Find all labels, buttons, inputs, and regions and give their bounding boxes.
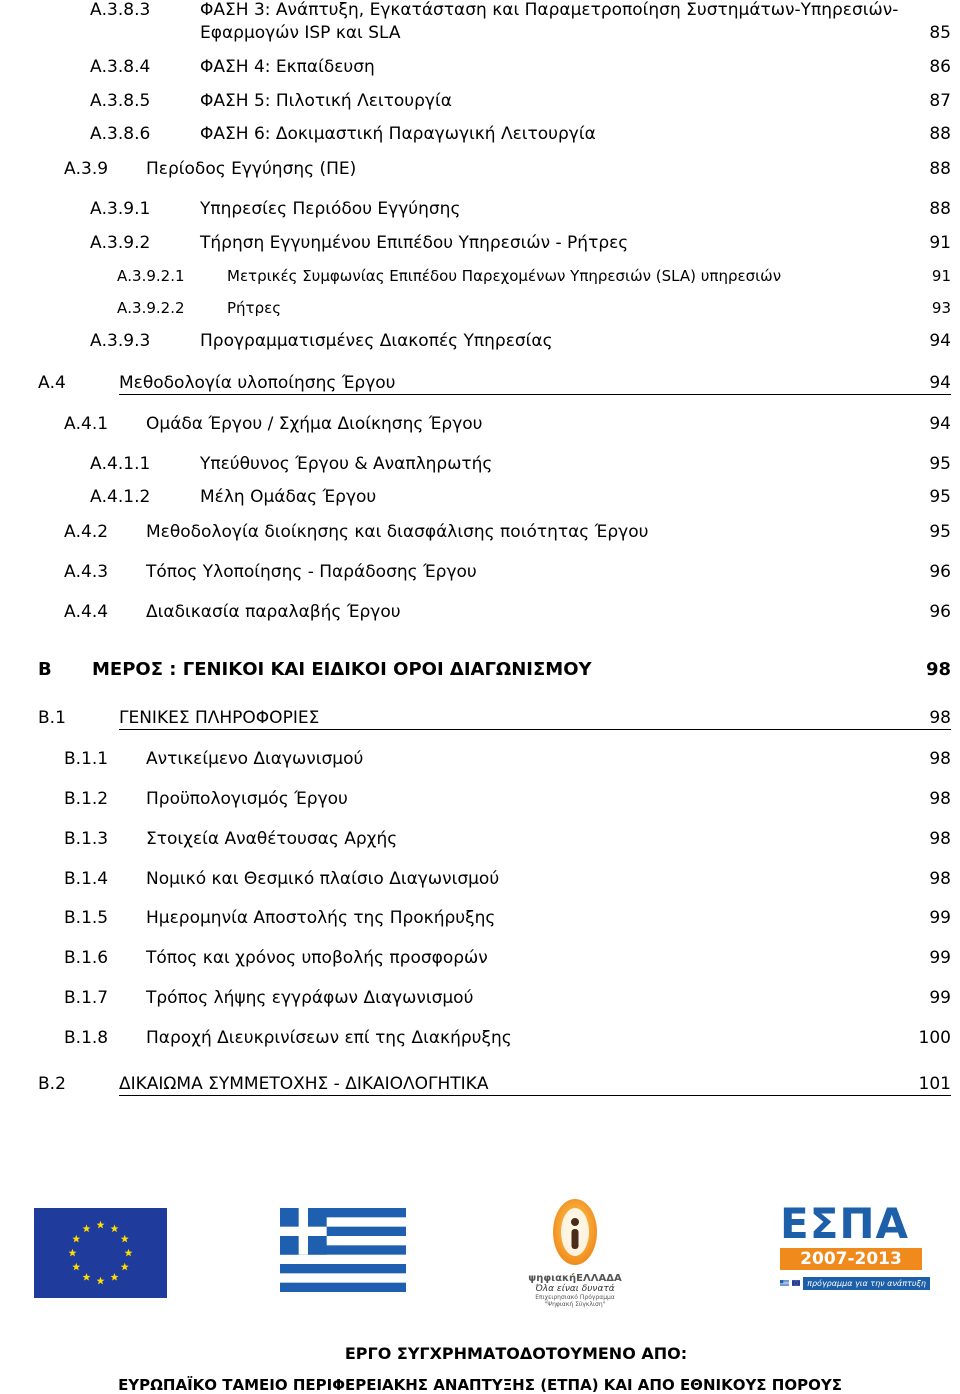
toc-title: ΦΑΣΗ 5: Πιλοτική Λειτουργία bbox=[200, 91, 452, 111]
digital-greece-tagline: Όλα είναι δυνατά bbox=[535, 1284, 615, 1294]
toc-number: Β.1.7 bbox=[64, 988, 109, 1008]
espa-tagline: πρόγραμμα για την ανάπτυξη bbox=[803, 1277, 930, 1290]
greek-flag-mini-icon bbox=[780, 1276, 789, 1290]
toc-page: 95 bbox=[929, 454, 951, 474]
toc-title: ΦΑΣΗ 6: Δοκιμαστική Παραγωγική Λειτουργία bbox=[200, 124, 596, 144]
toc-page: 87 bbox=[929, 91, 951, 111]
digital-greece-emblem-icon bbox=[520, 1196, 630, 1268]
toc-page: 86 bbox=[929, 57, 951, 77]
toc-title: Διαδικασία παραλαβής Έργου bbox=[146, 602, 401, 622]
toc-page: 98 bbox=[929, 708, 951, 728]
toc-underline bbox=[119, 1095, 951, 1096]
toc-title: Τόπος και χρόνος υποβολής προσφορών bbox=[146, 948, 488, 968]
toc-number: Α.3.9.2 bbox=[90, 233, 151, 253]
toc-number: Β.1.1 bbox=[64, 749, 109, 769]
toc-page: 99 bbox=[929, 948, 951, 968]
toc-page: 88 bbox=[929, 124, 951, 144]
espa-name: ΕΣΠΑ bbox=[780, 1199, 910, 1248]
toc-title: Μεθοδολογία διοίκησης και διασφάλισης ποιότητας Έργου bbox=[146, 522, 649, 542]
toc-title: Μετρικές Συμφωνίας Επιπέδου Παρεχομένων Υπηρεσιών (SLA) υπηρεσιών bbox=[227, 267, 782, 285]
toc-underline bbox=[119, 394, 951, 395]
toc-title: ΦΑΣΗ 3: Ανάπτυξη, Εγκατάσταση και Παραμετροποίηση Συστημάτων-Υπηρεσιών- bbox=[200, 0, 899, 20]
toc-page: 85 bbox=[929, 23, 951, 43]
toc-page: 101 bbox=[918, 1074, 951, 1094]
toc-number: Α.3.9.1 bbox=[90, 199, 151, 219]
toc-number: Α.4.1.1 bbox=[90, 454, 151, 474]
toc-page: 93 bbox=[931, 299, 951, 317]
toc-page: 94 bbox=[929, 331, 951, 351]
toc-number: Β.1.5 bbox=[64, 908, 109, 928]
toc-page: 98 bbox=[929, 869, 951, 889]
toc-page: 98 bbox=[929, 749, 951, 769]
toc-page: 98 bbox=[929, 789, 951, 809]
footer-funding-sources: ΕΥΡΩΠΑΪΚΟ ΤΑΜΕΙΟ ΠΕΡΙΦΕΡΕΙΑΚΗΣ ΑΝΑΠΤΥΞΗΣ (ΕΤΠΑ) ΚΑΙ ΑΠΟ ΕΘΝΙΚΟΥΣ ΠΟΡΟΥΣ bbox=[118, 1376, 842, 1394]
toc-number: Β.2 bbox=[38, 1074, 66, 1094]
espa-years: 2007-2013 bbox=[780, 1248, 922, 1270]
toc-title-continuation: Εφαρμογών ISP και SLA bbox=[200, 23, 401, 43]
toc-page: 95 bbox=[929, 487, 951, 507]
toc-title: Τρόπος λήψης εγγράφων Διαγωνισμού bbox=[146, 988, 474, 1008]
toc-page: 88 bbox=[929, 159, 951, 179]
toc-underline bbox=[119, 729, 951, 730]
toc-page: 99 bbox=[929, 908, 951, 928]
toc-page: 98 bbox=[929, 829, 951, 849]
toc-number: Β.1.2 bbox=[64, 789, 109, 809]
digital-greece-name: ψηφιακήΕΛΛΑΔΑ bbox=[528, 1273, 622, 1284]
toc-number: Α.3.9.2.2 bbox=[117, 299, 185, 317]
toc-title: Τήρηση Εγγυημένου Επιπέδου Υπηρεσιών - Ρήτρες bbox=[200, 233, 629, 253]
toc-number: Α.3.9 bbox=[64, 159, 109, 179]
toc-number: Α.4.2 bbox=[64, 522, 109, 542]
toc-title: Υπηρεσίες Περιόδου Εγγύησης bbox=[200, 199, 461, 219]
toc-number: Α.3.9.3 bbox=[90, 331, 151, 351]
toc-title: Στοιχεία Αναθέτουσας Αρχής bbox=[146, 829, 398, 849]
espa-logo bbox=[780, 1199, 930, 1302]
eu-flag-mini-icon bbox=[792, 1276, 800, 1290]
toc-title: Μεθοδολογία υλοποίησης Έργου bbox=[119, 373, 396, 393]
toc-page: 94 bbox=[929, 373, 951, 393]
toc-title: ΜΕΡΟΣ : ΓΕΝΙΚΟΙ ΚΑΙ ΕΙΔΙΚΟΙ ΟΡΟΙ ΔΙΑΓΩΝΙΣΜΟΥ bbox=[92, 659, 592, 680]
toc-title: Τόπος Υλοποίησης - Παράδοσης Έργου bbox=[146, 562, 477, 582]
toc-number: Α.3.8.5 bbox=[90, 91, 151, 111]
toc-page: 88 bbox=[929, 199, 951, 219]
toc-number: Β.1.3 bbox=[64, 829, 109, 849]
toc-title: ΓΕΝΙΚΕΣ ΠΛΗΡΟΦΟΡΙΕΣ bbox=[119, 708, 320, 728]
toc-page: 100 bbox=[918, 1028, 951, 1048]
footer-cofunded-label: ΕΡΓΟ ΣΥΓΧΡΗΜΑΤΟΔΟΤΟΥΜΕΝΟ ΑΠΟ: bbox=[344, 1344, 688, 1363]
digital-greece-logo bbox=[520, 1196, 630, 1308]
toc-number: Α.4.3 bbox=[64, 562, 109, 582]
toc-number: Α.4 bbox=[38, 373, 66, 393]
toc-number: Β.1.4 bbox=[64, 869, 109, 889]
digital-greece-subtitle: Επιχειρησιακό Πρόγραμμα "Ψηφιακή Σύγκλιση" bbox=[535, 1294, 615, 1308]
toc-page: 96 bbox=[929, 562, 951, 582]
toc-number: Α.4.1 bbox=[64, 414, 109, 434]
toc-title: Παροχή Διευκρινίσεων επί της Διακήρυξης bbox=[146, 1028, 512, 1048]
toc-number: Α.3.8.4 bbox=[90, 57, 151, 77]
toc-title: Ημερομηνία Αποστολής της Προκήρυξης bbox=[146, 908, 496, 928]
toc-number: Α.3.8.6 bbox=[90, 124, 151, 144]
toc-title: Περίοδος Εγγύησης (ΠΕ) bbox=[146, 159, 357, 179]
toc-title: Προγραμματισμένες Διακοπές Υπηρεσίας bbox=[200, 331, 553, 351]
toc-page: 95 bbox=[929, 522, 951, 542]
toc-number: Β.1 bbox=[38, 708, 66, 728]
espa-footer-bar bbox=[780, 1276, 930, 1290]
greek-flag-logo bbox=[280, 1208, 406, 1292]
toc-title: Νομικό και Θεσμικό πλαίσιο Διαγωνισμού bbox=[146, 869, 500, 889]
toc-title: Αντικείμενο Διαγωνισμού bbox=[146, 749, 364, 769]
toc-page: 91 bbox=[929, 233, 951, 253]
toc-number: Α.3.8.3 bbox=[90, 0, 151, 20]
toc-number: Α.4.4 bbox=[64, 602, 109, 622]
toc-title: Υπεύθυνος Έργου & Αναπληρωτής bbox=[200, 454, 493, 474]
toc-page: 99 bbox=[929, 988, 951, 1008]
toc-title: ΔΙΚΑΙΩΜΑ ΣΥΜΜΕΤΟΧΗΣ - ΔΙΚΑΙΟΛΟΓΗΤΙΚΑ bbox=[119, 1074, 489, 1094]
greek-flag-icon bbox=[280, 1208, 406, 1292]
toc-number: Β.1.6 bbox=[64, 948, 109, 968]
toc-number: Β.1.8 bbox=[64, 1028, 109, 1048]
toc-page: 91 bbox=[931, 267, 951, 285]
toc-number: Α.3.9.2.1 bbox=[117, 267, 185, 285]
toc-number: Α.4.1.2 bbox=[90, 487, 151, 507]
toc-number: Β bbox=[38, 659, 52, 680]
toc-title: Προϋπολογισμός Έργου bbox=[146, 789, 348, 809]
eu-flag-icon bbox=[34, 1208, 167, 1298]
toc-page: 94 bbox=[929, 414, 951, 434]
toc-page: 96 bbox=[929, 602, 951, 622]
toc-title: ΦΑΣΗ 4: Εκπαίδευση bbox=[200, 57, 375, 77]
toc-title: Ρήτρες bbox=[227, 299, 282, 317]
toc-title: Μέλη Ομάδας Έργου bbox=[200, 487, 377, 507]
toc-title: Ομάδα Έργου / Σχήμα Διοίκησης Έργου bbox=[146, 414, 483, 434]
toc-page: 98 bbox=[925, 659, 951, 680]
eu-flag-logo bbox=[34, 1208, 167, 1298]
